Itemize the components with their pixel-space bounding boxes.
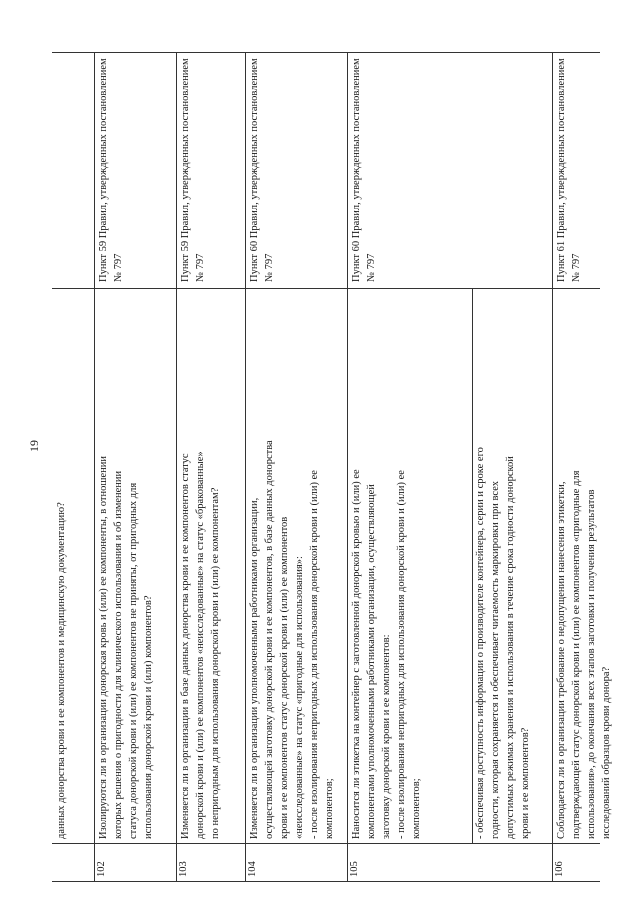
row-number: 102 [96,861,107,877]
question-text: Изменяется ли в организации уполномоченными работниками организации, осуществляющей заготовку донорской крови и ее компонентов, в базе данных донорства крови и ее компонентов статус донорской крови и (или) ее компонентов «неисследованные» на статус «пригодные для использования»: - после изолирования непригодных для использования донорской крови и (или) ее компонентов; [249,440,336,839]
row-divider [245,52,246,882]
question-text: Изменяется ли в организации в базе данных донорства крови и ее компонентов статус донорской крови и (или) ее компонентов «неисследованные» на статус «бракованные» по непригодным для использования донорской крови и (или) ее компонентам? [180,451,222,839]
legal-reference: Пункт 59 Правил, утвержденных постановлением № 797 [98,58,125,282]
row-divider [94,52,95,882]
column-divider-reference [52,288,600,289]
legal-reference: Пункт 59 Правил, утвержденных постановлением № 797 [180,58,207,282]
question-text: Изолируются ли в организации донорская кровь и (или) ее компоненты, в отношении которых решения о пригодности для клинического использования и об изменении статуса донорской крови и (или) ее компонентов не приняты, от пригодных для использования донорской крови и (или) компонентов? [98,456,155,839]
legal-reference: Пункт 60 Правил, утвержденных постановлением № 797 [249,58,276,282]
row-number: 104 [247,861,258,877]
checklist-table [52,52,613,882]
legal-reference: Пункт 60 Правил, утвержденных постановлением № 797 [351,58,378,282]
question-text: Наносится ли этикетка на контейнер с заготовленной донорской кровью и (или) ее компонентами уполномоченными работниками организации, осуществляющей заготовку донорской крови и ее компонентов: - после изолирования непригодных для использования донорской крови и (или) ее компонентов; [351,469,423,839]
question-text: Соблюдается ли в организации требование о недопущении нанесения этикетки, подтверждающей статус донорской крови и (или) ее компонентов «пригодные для использования», до окончания всех этапов заготовки и получения результатов исследований образцов крови донора? [556,470,613,839]
page-number: 19 [27,440,41,452]
row-number: 106 [554,861,565,877]
question-subtext: - обеспечивая доступность информации о производителе контейнера, серии и сроке его годности, которая сохраняется и обеспечивает читаемость маркировки при всех допустимых режимах хранения и использования в течение срока годности донорской крови и ее компонентов? [475,447,532,839]
row-divider [552,52,553,882]
row-divider [347,52,348,882]
row-number: 103 [178,861,189,877]
column-divider-number [52,843,600,844]
table-intro-text: данных донорства крови и ее компонентов и медицинскую документацию? [56,502,67,839]
row-divider [176,52,177,882]
row-number: 105 [349,861,360,877]
legal-reference: Пункт 61 Правил, утвержденных постановлением № 797 [556,58,583,282]
